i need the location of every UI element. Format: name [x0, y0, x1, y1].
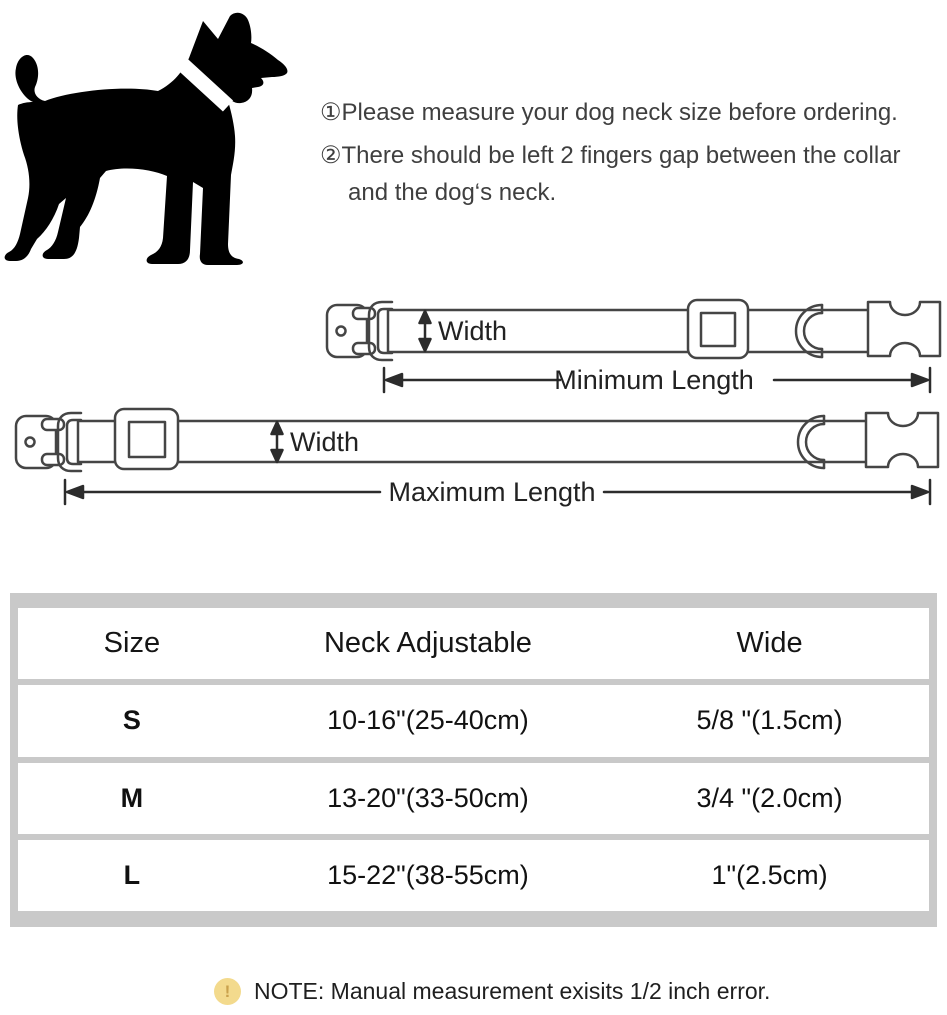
column-header-size: Size [103, 627, 161, 660]
size-value: S [122, 705, 141, 736]
table-row-l [18, 840, 929, 911]
column-header-neck-adjustable: Neck Adjustable [323, 627, 532, 660]
collar-diagram-maximum [12, 406, 942, 514]
wide-value: 3/4 "(2.0cm) [696, 782, 843, 813]
dog-silhouette-icon [2, 8, 302, 270]
instructions [320, 94, 938, 217]
width-label: Width [438, 316, 508, 346]
instruction-item [320, 137, 938, 211]
wide-value: 1"(2.5cm) [711, 859, 828, 890]
size-value: L [123, 859, 141, 890]
wide-value: 5/8 "(1.5cm) [696, 705, 843, 736]
buckle-female [327, 302, 392, 360]
max-length-label: Maximum Length [388, 477, 596, 507]
instruction-number: ① [320, 99, 342, 126]
measurement-note [214, 978, 770, 1005]
strap [78, 421, 872, 462]
neck-adjustable-value: 15-22"(38-55cm) [327, 859, 529, 890]
slider-adjuster [115, 409, 178, 469]
slider-adjuster [688, 300, 748, 358]
instruction-text: Please measure your dog neck size before ordering. [341, 99, 898, 126]
collar-diagram-minimum [322, 296, 946, 402]
table-row-s [18, 685, 929, 756]
size-table-header-row [18, 608, 929, 679]
neck-adjustable-value: 10-16"(25-40cm) [327, 705, 529, 736]
size-value: M [120, 782, 144, 813]
note-text: NOTE: Manual measurement exisits 1/2 inch error. [254, 978, 771, 1004]
table-row-m [18, 763, 929, 834]
buckle-male [868, 302, 940, 356]
width-label: Width [290, 427, 360, 457]
column-header-wide: Wide [736, 627, 803, 660]
neck-adjustable-value: 13-20"(33-50cm) [327, 782, 529, 813]
instruction-item [320, 94, 938, 131]
buckle-male [866, 413, 938, 467]
instruction-text: There should be left 2 fingers gap between the collar and the dog‘s neck. [341, 142, 901, 206]
instruction-number: ② [320, 142, 342, 169]
min-length-label: Minimum Length [554, 365, 754, 395]
size-table [10, 593, 937, 927]
exclamation-icon: ! [214, 978, 241, 1005]
buckle-female [16, 413, 81, 471]
